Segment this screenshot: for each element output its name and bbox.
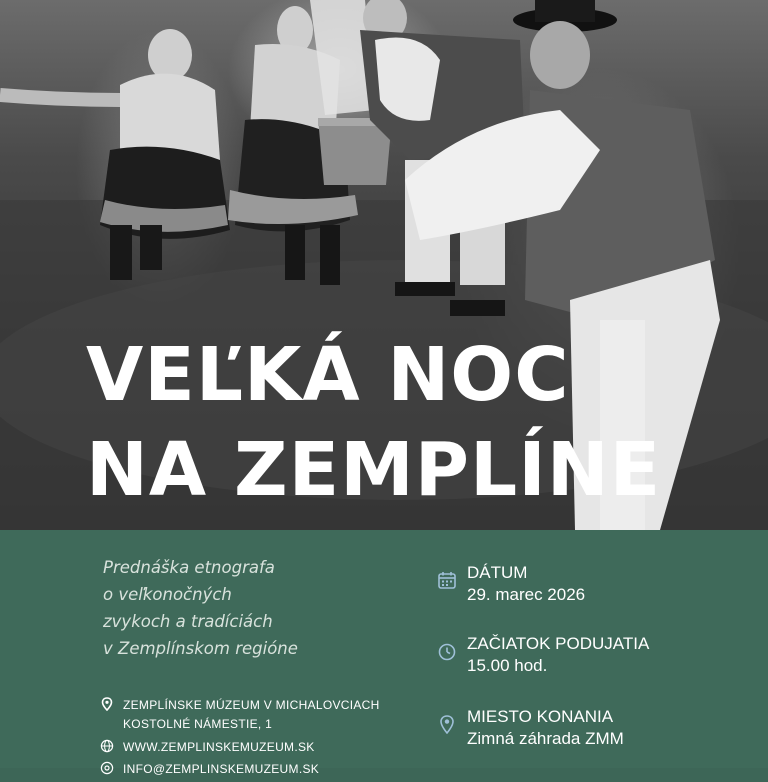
globe-icon [100, 739, 114, 753]
venue-value: Zimná záhrada ZMM [467, 729, 624, 748]
lecture-description [103, 554, 403, 662]
location-pin-icon [100, 697, 114, 711]
contact-block [100, 696, 380, 782]
museum-name: ZEMPLÍNSKE MÚZEUM V MICHALOVCIACH [123, 698, 380, 712]
email-row[interactable] [100, 760, 380, 782]
calendar-icon [437, 570, 457, 590]
website-row[interactable] [100, 738, 380, 760]
description-line: zvykoch a tradíciách [103, 612, 273, 631]
date-label: DÁTUM [467, 563, 528, 582]
website-link[interactable]: WWW.ZEMPLINSKEMUZEUM.SK [123, 740, 315, 754]
location-pin-icon [437, 714, 457, 734]
description-line: o veľkonočných [103, 585, 232, 604]
email-link[interactable]: INFO@ZEMPLINSKEMUZEUM.SK [123, 762, 320, 776]
description-line: v Zemplínskom regióne [103, 639, 298, 658]
email-icon [100, 761, 114, 775]
start-label: ZAČIATOK PODUJATIA [467, 634, 650, 653]
start-value: 15.00 hod. [467, 656, 548, 675]
description-line: Prednáška etnografa [103, 558, 275, 577]
title-line-2: NA ZEMPLÍNE [86, 427, 662, 513]
info-panel [0, 530, 768, 776]
clock-icon [437, 641, 457, 661]
venue-label: MIESTO KONANIA [467, 707, 614, 726]
address-row [100, 696, 380, 738]
title-line-1: VEĽKÁ NOC [86, 332, 570, 418]
museum-address: KOSTOLNÉ NÁMESTIE, 1 [123, 717, 273, 731]
date-value: 29. marec 2026 [467, 585, 586, 604]
